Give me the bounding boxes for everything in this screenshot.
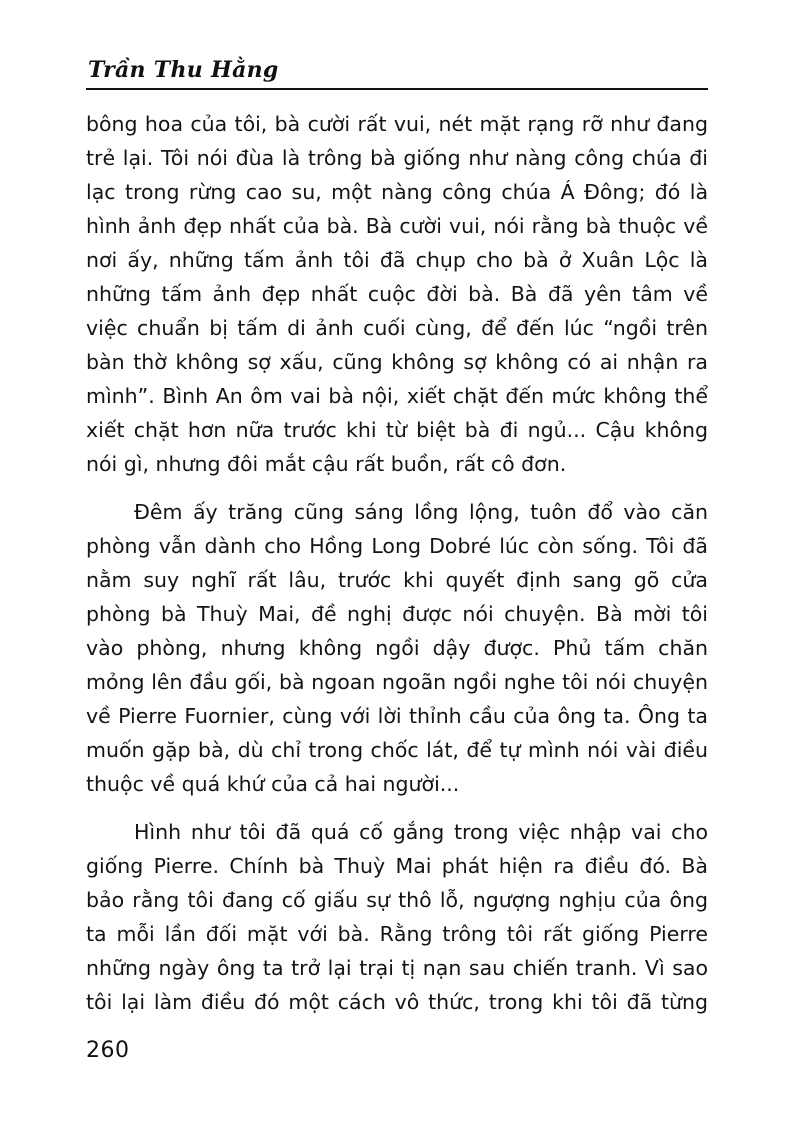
page-number: 260 xyxy=(86,1038,130,1063)
running-head-author: Trần Thu Hằng xyxy=(88,57,279,83)
paragraph-1: bông hoa của tôi, bà cười rất vui, nét mặt rạng rỡ như đang trẻ lại. Tôi nói đùa là trông bà giống như nàng công chúa đi lạc trong rừng cao su, một nàng công chúa Á Đông; đó là hình ảnh đẹp nhất của bà. Bà cười vui, nói rằng bà thuộc về nơi ấy, những tấm ảnh tôi đã chụp cho bà ở Xuân Lộc là những tấm ảnh đẹp nhất cuộc đời bà. Bà đã yên tâm về việc chuẩn bị tấm di ảnh cuối cùng, để đến lúc “ngồi trên bàn thờ không sợ xấu, cũng không sợ không có ai nhận ra mình”. Bình An ôm vai bà nội, xiết chặt đến mức không thể xiết chặt hơn nữa trước khi từ biệt bà đi ngủ... Cậu không nói gì, nhưng đôi mắt cậu rất buồn, rất cô đơn. xyxy=(86,112,708,476)
header-rule xyxy=(86,88,708,90)
body-text xyxy=(86,107,708,1019)
paragraph-2: Đêm ấy trăng cũng sáng lồng lộng, tuôn đổ vào căn phòng vẫn dành cho Hồng Long Dobré lúc còn sống. Tôi đã nằm suy nghĩ rất lâu, trước khi quyết định sang gõ cửa phòng bà Thuỳ Mai, đề nghị được nói chuyện. Bà mời tôi vào phòng, nhưng không ngồi dậy được. Phủ tấm chăn mỏng lên đầu gối, bà ngoan ngoãn ngồi nghe tôi nói chuyện về Pierre Fuornier, cùng với lời thỉnh cầu của ông ta. Ông ta muốn gặp bà, dù chỉ trong chốc lát, để tự mình nói vài điều thuộc về quá khứ của cả hai người... xyxy=(86,500,708,796)
paragraph-3: Hình như tôi đã quá cố gắng trong việc nhập vai cho giống Pierre. Chính bà Thuỳ Mai phát hiện ra điều đó. Bà bảo rằng tôi đang cố giấu sự thô lỗ, ngượng nghịu của ông ta mỗi lần đối mặt với bà. Rằng trông tôi rất giống Pierre những ngày ông ta trở lại trại tị nạn sau chiến tranh. Vì sao tôi lại làm điều đó một cách vô thức, trong khi tôi đã từng xyxy=(86,820,708,1014)
